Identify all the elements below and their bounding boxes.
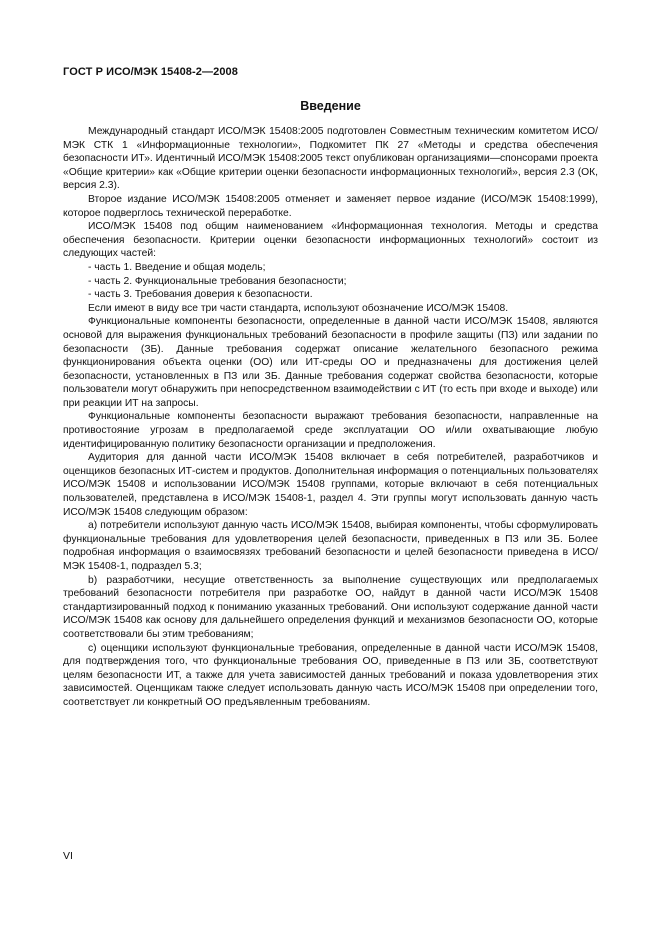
section-title: Введение bbox=[300, 99, 361, 113]
paragraph: Второе издание ИСО/МЭК 15408:2005 отменяет и заменяет первое издание (ИСО/МЭК 15408:1999), которое подверглось технической переработке. bbox=[63, 193, 598, 219]
body-text bbox=[63, 125, 598, 710]
list-item: - часть 3. Требования доверия к безопасности. bbox=[88, 289, 313, 301]
paragraph: c) оценщики используют функциональные требования, определенные в данной части ИСО/МЭК 15408, для подтверждения того, что функциональные требования ОО, приведенные в ПЗ или ЗБ, соответствуют целям безопасности ИТ, а также для учета зависимостей данных требований и показа удовлетворения этих зависимостей. Оценщикам также следует использовать данную часть ИСО/МЭК 15408 при определении того, соответствует ли конкретный ОО предъявленным требованиям. bbox=[63, 642, 598, 708]
document-header: ГОСТ Р ИСО/МЭК 15408-2—2008 bbox=[63, 66, 238, 78]
paragraph: Функциональные компоненты безопасности выражают требования безопасности, направленные на противостояние угрозам в предполагаемой среде эксплуатации ОО и/или охватывающие любую идентифицированную политику безопасности организации и предположения. bbox=[63, 411, 598, 450]
list-item: - часть 2. Функциональные требования безопасности; bbox=[88, 275, 347, 287]
list-item: - часть 1. Введение и общая модель; bbox=[88, 261, 266, 273]
paragraph: Международный стандарт ИСО/МЭК 15408:2005 подготовлен Совместным техническим комитетом ИСО/МЭК СТК 1 «Информационные технологии», Подкомитет ПК 27 «Методы и средства обеспечения безопасности ИТ». Идентичный ИСО/МЭК 15408:2005 текст опубликован организациями—спонсорами проекта «Общие критерии» как «Общие критерии оценки безопасности информационных технологий», версия 2.3 (ОК, версия 2.3). bbox=[63, 126, 598, 192]
paragraph: a) потребители используют данную часть ИСО/МЭК 15408, выбирая компоненты, чтобы сформулировать функциональные требования для удовлетворения целей безопасности, приведенных в ПЗ или ЗБ. Более подробная информация о взаимосвязях требований безопасности и целей безопасности приведена в ИСО/МЭК 15408-1, подраздел 5.3; bbox=[63, 520, 598, 572]
paragraph: Функциональные компоненты безопасности, определенные в данной части ИСО/МЭК 15408, являются основой для выражения функциональных требований безопасности в профиле защиты (ПЗ) или задании по безопасности (ЗБ). Данные требования содержат описание желательного безопасного режима функционирования объекта оценки (ОО) или ИТ-среды ОО и предназначены для достижения целей безопасности, установленных в ПЗ или ЗБ. Данные требования содержат свойства безопасности, которые пользователи могут обнаружить при непосредственном взаимодействии с ИТ (то есть при входе и выходе) или при реакции ИТ на запросы. bbox=[63, 316, 598, 409]
paragraph: ИСО/МЭК 15408 под общим наименованием «Информационная технология. Методы и средства обеспечения безопасности. Критерии оценки безопасности информационных технологий» состоит из следующих частей: bbox=[63, 221, 598, 260]
paragraph: b) разработчики, несущие ответственность за выполнение существующих или предполагаемых требований безопасности потребителя при разработке ОО, найдут в данной части ИСО/МЭК 15408 стандартизированный подход к пониманию указанных требований. Они используют содержание данной части ИСО/МЭК 15408 как основу для дальнейшего определения функций и механизмов безопасности ОО, которые соответствовали бы этим требованиям; bbox=[63, 574, 598, 640]
page-number: VI bbox=[63, 850, 73, 862]
paragraph: Если имеют в виду все три части стандарта, используют обозначение ИСО/МЭК 15408. bbox=[88, 302, 509, 314]
paragraph: Аудитория для данной части ИСО/МЭК 15408 включает в себя потребителей, разработчиков и оценщиков безопасных ИТ-систем и продуктов. Дополнительная информация о потенциальных пользователях ИСО/МЭК 15408 и использовании ИСО/МЭК 15408 группами, которые включают в себя потенциальных пользователей, представлена в ИСО/МЭК 15408-1, раздел 4. Эти группы могут использовать данную часть ИСО/МЭК 15408 следующим образом: bbox=[63, 452, 598, 518]
